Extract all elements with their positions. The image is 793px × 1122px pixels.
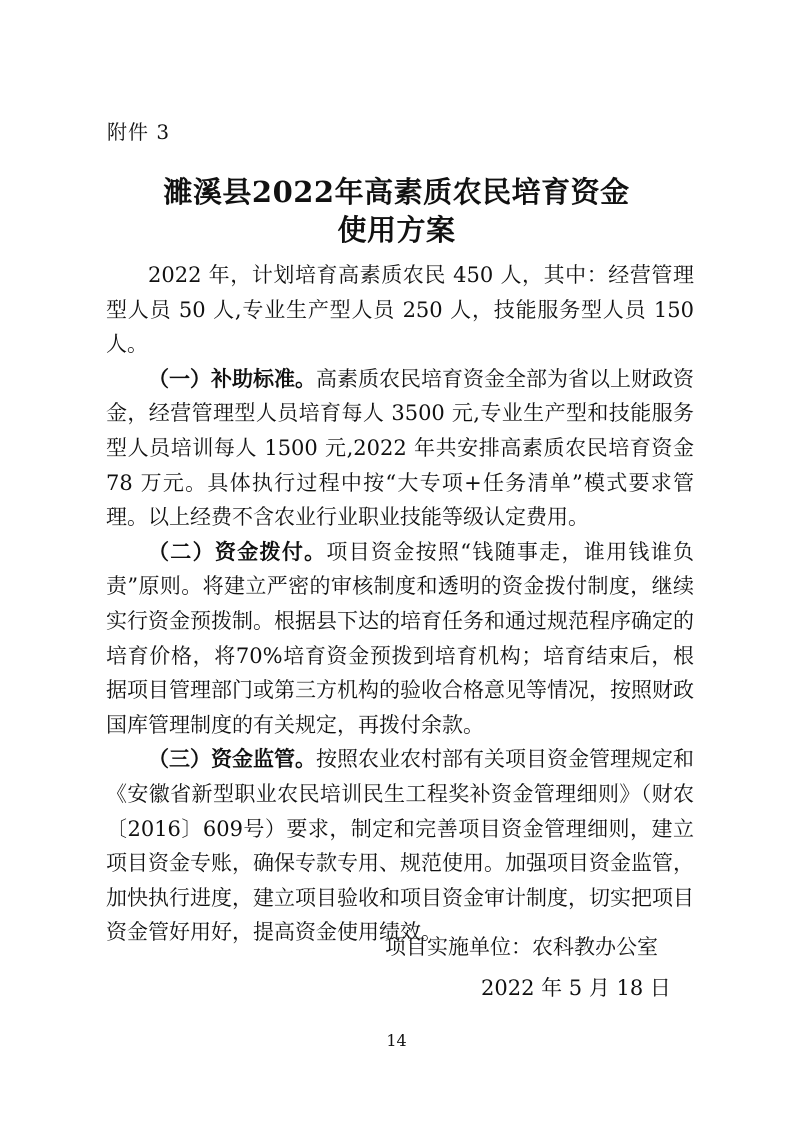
signature-date: 2022 年 5 月 18 日 [481, 976, 671, 1000]
document-body [106, 258, 694, 950]
document-title-line-1: 濉溪县2022年高素质农民培育资金 [163, 175, 630, 209]
section-fund-allocation [106, 535, 694, 743]
section-heading: （一）补助标准。 [148, 365, 316, 391]
signature-unit: 项目实施单位：农科教办公室 [385, 935, 658, 959]
intro-paragraph: 2022 年，计划培育高素质农民 450 人，其中：经营管理型人员 50 人,专业生产型人员 250 人，技能服务型人员 150 人。 [106, 263, 694, 357]
page-number: 14 [386, 1031, 407, 1050]
document-title-line-2: 使用方案 [337, 213, 456, 247]
attachment-label: 附件 3 [107, 120, 171, 144]
section-fund-supervision [106, 742, 694, 950]
section-heading: （三）资金监管。 [148, 746, 316, 772]
section-subsidy-standard [106, 362, 694, 535]
section-heading: （二）资金拨付。 [148, 538, 327, 564]
section-text: 高素质农民培育资金全部为省以上财政资金，经营管理型人员培育每人 3500 元,专业生产型和技能服务型人员培训每人 1500 元,2022 年共安排高素质农民培育资金 78 万元。具体执行过程中按“大专项+任务清单”模式要求管理。以上经费不含农业行业职业技能等级认定费用。 [106, 366, 694, 530]
section-text: 按照农业农村部有关项目资金管理规定和《安徽省新型职业农民培训民生工程奖补资金管理细则》（财农〔2016〕609号）要求，制定和完善项目资金管理细则，建立项目资金专账，确保专款专用、规范使用。加强项目资金监管，加快执行进度，建立项目验收和项目资金审计制度，切实把项目资金管好用好，提高资金使用绩效。 [106, 747, 694, 945]
section-text: 项目资金按照“钱随事走，谁用钱谁负责”原则。将建立严密的审核制度和透明的资金拨付制度，继续实行资金预拨制。根据县下达的培育任务和通过规范程序确定的培育价格，将70%培育资金预拨到培育机构；培育结束后，根据项目管理部门或第三方机构的验收合格意见等情况，按照财政国库管理制度的有关规定，再拨付余款。 [106, 539, 694, 737]
